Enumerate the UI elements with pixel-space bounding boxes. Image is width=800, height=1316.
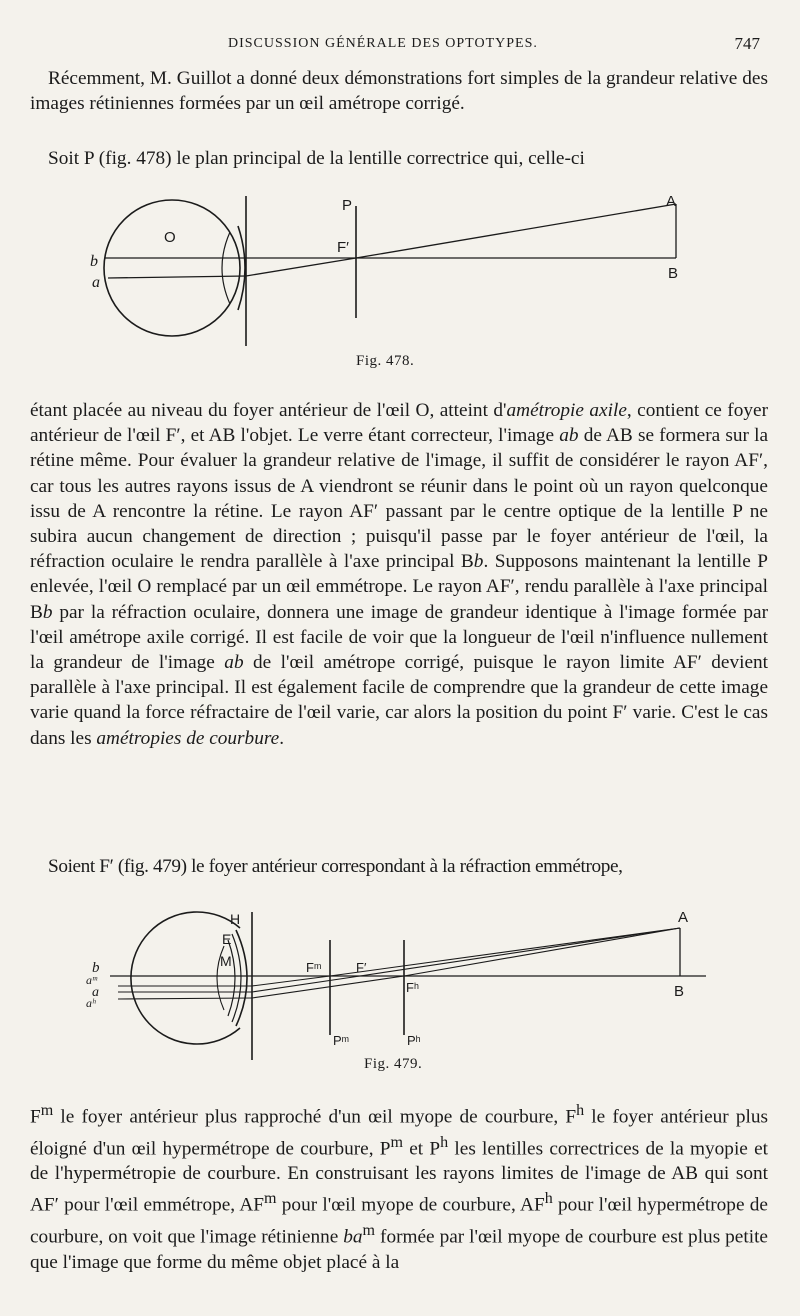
emphasis-b: b bbox=[473, 551, 484, 573]
page-number: 747 bbox=[734, 34, 760, 53]
text-run: formée par l'œil myope de courbure est plus petite que l'image que forme du même objet placé à la bbox=[30, 1226, 768, 1273]
text-run: pour l'œil myope de courbure, AF bbox=[276, 1194, 545, 1216]
superscript: h bbox=[576, 1102, 585, 1119]
superscript: m bbox=[362, 1222, 376, 1240]
label-a-upper: A bbox=[666, 193, 677, 210]
lens-arc bbox=[222, 232, 230, 304]
paragraph-conclusion bbox=[30, 1098, 768, 1275]
label-am: aᵐ bbox=[86, 973, 98, 987]
ray-afh bbox=[404, 928, 680, 976]
paragraph-intro bbox=[30, 66, 768, 116]
paragraph-main bbox=[30, 398, 768, 751]
superscript: m bbox=[263, 1190, 277, 1208]
text-run: et P bbox=[403, 1138, 441, 1160]
label-ah: aʰ bbox=[86, 996, 96, 1010]
label-b-upper: B bbox=[674, 983, 685, 1000]
ray-refracted bbox=[246, 258, 356, 276]
label-f-prime: F′ bbox=[356, 960, 367, 975]
superscript: h bbox=[544, 1190, 553, 1208]
ray-parallel bbox=[108, 276, 246, 278]
text-run: le foyer antérieur plus rapproché d'un œil myope de courbure, F bbox=[53, 1106, 577, 1128]
label-h: H bbox=[230, 911, 241, 927]
label-fm: Fᵐ bbox=[306, 960, 322, 975]
text-run: étant placée au niveau du foyer antérieur de l'œil O, atteint d' bbox=[30, 400, 507, 421]
text-run: pour l'œil hypermétrope de courbure, on voit que l'image rétinienne bbox=[30, 1194, 768, 1248]
label-a-lower: a bbox=[92, 274, 100, 291]
text-run: . bbox=[279, 727, 285, 749]
figure-478 bbox=[0, 186, 800, 372]
label-fh: Fʰ bbox=[406, 980, 419, 995]
emphasis-ab: ab bbox=[224, 652, 244, 674]
ray-af bbox=[356, 204, 676, 258]
emphasis-ametropies-de-courbure: amétropies de courbure bbox=[96, 727, 280, 749]
text-run: , contient ce foyer antérieur de l'œil F′, et AB l'objet. Le verre étant correcteur, l'image bbox=[30, 400, 768, 447]
text-run: de l'œil amétrope corrigé, puisque le rayon limite AF′ devient parallèle à l'axe principal. Il est également facile de comprendre que la grandeur de cette image varie quand la force réfractaire de l'œil varie, car alors la position du point F′ varie. C'est le cas dans les bbox=[30, 652, 768, 749]
figure-479 bbox=[0, 900, 800, 1080]
ray-m-refracted bbox=[252, 976, 330, 986]
emphasis-b: b bbox=[42, 601, 53, 623]
paragraph-intro-text: Récemment, M. Guillot a donné deux démonstrations fort simples de la grandeur relative des images rétiniennes formées par un œil amétrope corrigé. bbox=[30, 68, 768, 115]
ray-af bbox=[360, 928, 680, 976]
text-run: par la réfraction oculaire, donnera une image de grandeur identique à l'image formée par l'œil amétrope axile corrigé. Il est facile de voir que la longueur de l'œil n'influence nullement la grandeur de l'image bbox=[30, 601, 768, 674]
emphasis-ba: ba bbox=[343, 1226, 363, 1248]
text-run: les lentilles correctrices de la myopie et de l'hypermétropie de courbure. En construisant les rayons limites de l'image de AB qui sont AF′ pour l'œil emmétrope, AF bbox=[30, 1138, 769, 1216]
paragraph-fig479-intro bbox=[30, 854, 768, 879]
figure-479-diagram bbox=[0, 900, 800, 1080]
paragraph-fig479-intro-text: Soient F′ (fig. 479) le foyer antérieur correspondant à la réfraction emmétrope, bbox=[48, 856, 623, 877]
superscript: m bbox=[40, 1102, 54, 1119]
label-m: M bbox=[220, 953, 232, 969]
label-p: P bbox=[342, 197, 353, 214]
superscript: h bbox=[440, 1133, 449, 1151]
label-a-lower: a bbox=[92, 985, 99, 1000]
paragraph-fig478-intro bbox=[30, 146, 768, 171]
text-run: le foyer antérieur plus éloigné d'un œil hypermétrope de courbure, P bbox=[30, 1106, 769, 1160]
figure-478-diagram bbox=[0, 186, 800, 372]
text-run: . Supposons maintenant la lentille P enlevée, l'œil O remplacé par un œil emmétrope. Le rayon AF′, rendu parallèle à l'axe principal B bbox=[30, 551, 768, 623]
emphasis-ametropie-axile: amétropie axile bbox=[506, 400, 627, 421]
cornea-e-arc bbox=[232, 934, 241, 1022]
cornea-arc bbox=[238, 226, 245, 310]
superscript: m bbox=[390, 1133, 404, 1151]
ray-h-refracted bbox=[252, 976, 404, 998]
label-f-prime: F′ bbox=[337, 239, 349, 256]
ray-h-parallel bbox=[118, 998, 252, 999]
paragraph-fig478-intro-text: Soit P (fig. 478) le plan principal de la lentille correctrice qui, celle-ci bbox=[48, 148, 585, 169]
label-b-lower: b bbox=[92, 960, 100, 976]
running-title: DISCUSSION GÉNÉRALE DES OPTOTYPES. bbox=[228, 36, 538, 51]
text-run: de AB se formera sur la rétine même. Pour évaluer la grandeur relative de l'image, il suffit de considérer le rayon AF′, car tous les autres rayons issus de A viendront se réunir dans le point où un rayon quelconque issu de A rencontre la rétine. Le rayon AF′ passant par le centre optique de la lentille P ne subira aucun changement de direction ; puisqu'il passe par le foyer antérieur de l'œil, la réfraction oculaire le rendra parallèle à l'axe principal B bbox=[30, 425, 768, 573]
emphasis-ab: ab bbox=[559, 425, 579, 447]
label-e: E bbox=[222, 931, 232, 947]
ray-afm bbox=[330, 928, 680, 976]
label-o: O bbox=[164, 229, 176, 246]
label-b-lower: b bbox=[90, 253, 98, 270]
figure-479-caption: Fig. 479. bbox=[364, 1056, 423, 1072]
label-ph: Pʰ bbox=[407, 1033, 421, 1048]
label-b-upper: B bbox=[668, 265, 679, 282]
text-run: F bbox=[30, 1106, 41, 1128]
eye-outline bbox=[104, 200, 240, 336]
cornea-m-arc bbox=[228, 940, 235, 1016]
figure-478-caption: Fig. 478. bbox=[356, 353, 415, 369]
label-a-upper: A bbox=[678, 909, 689, 926]
label-pm: Pᵐ bbox=[333, 1033, 350, 1048]
page-header bbox=[60, 32, 760, 56]
